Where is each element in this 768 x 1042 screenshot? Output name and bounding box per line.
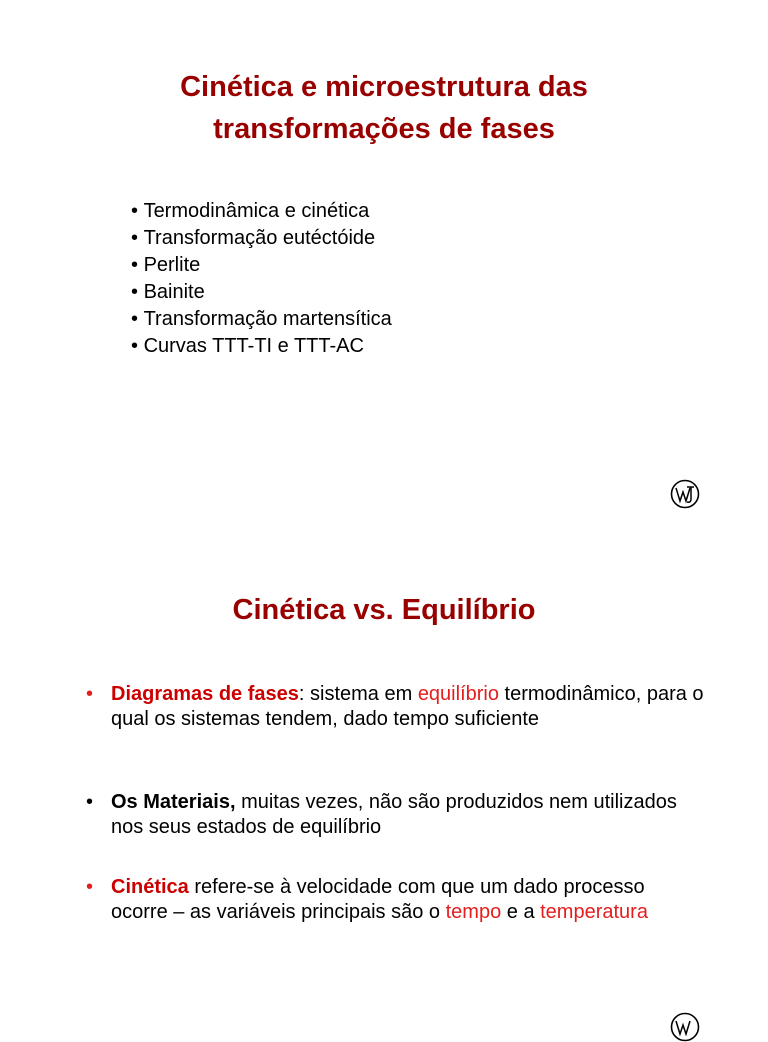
highlight-equilibrium: equilíbrio <box>417 683 499 705</box>
topic-item: • Termodinâmica e cinética <box>131 198 392 225</box>
term-phase-diagrams: Diagramas de fases <box>111 683 299 705</box>
highlight-temperature: temperatura <box>540 901 648 923</box>
topic-list <box>131 198 392 360</box>
highlight-time: tempo <box>445 901 502 923</box>
text-segment: e a <box>501 901 541 923</box>
term-kinetics: Cinética <box>111 876 189 898</box>
slide1-title <box>0 66 768 150</box>
slide1-title-line2: transformações de fases <box>213 113 555 145</box>
text-segment: : sistema em <box>298 683 418 705</box>
text-segment: termodinâmico, para o qual os sistemas tendem, dado tempo suficiente <box>111 683 704 730</box>
topic-item: • Transformação eutéctóide <box>131 225 392 252</box>
text-segment: muitas vezes, não são produzidos nem utilizados nos seus estados de equilíbrio <box>111 791 677 838</box>
point-text <box>111 790 706 840</box>
slide1-title-line1: Cinética e microestrutura das <box>180 71 588 103</box>
point-phase-diagrams <box>86 682 706 732</box>
bullet-marker: • <box>86 876 94 898</box>
bullet-marker: • <box>86 791 94 813</box>
topic-item: • Transformação martensítica <box>131 306 392 333</box>
bullet-marker: • <box>86 683 94 705</box>
topic-item: • Curvas TTT-TI e TTT-AC <box>131 333 392 360</box>
wiley-logo-icon <box>670 1012 700 1042</box>
wiley-logo-icon <box>670 479 700 509</box>
point-text <box>111 682 706 732</box>
point-text <box>111 875 706 925</box>
point-kinetics <box>86 875 706 925</box>
slide2-title: Cinética vs. Equilíbrio <box>232 594 536 626</box>
term-materials: Os Materiais, <box>111 791 236 813</box>
topic-item: • Perlite <box>131 252 392 279</box>
topic-item: • Bainite <box>131 279 392 306</box>
text-segment: refere-se à velocidade com que um dado processo ocorre – as variáveis principais são o <box>111 876 645 923</box>
point-materials <box>86 790 706 840</box>
